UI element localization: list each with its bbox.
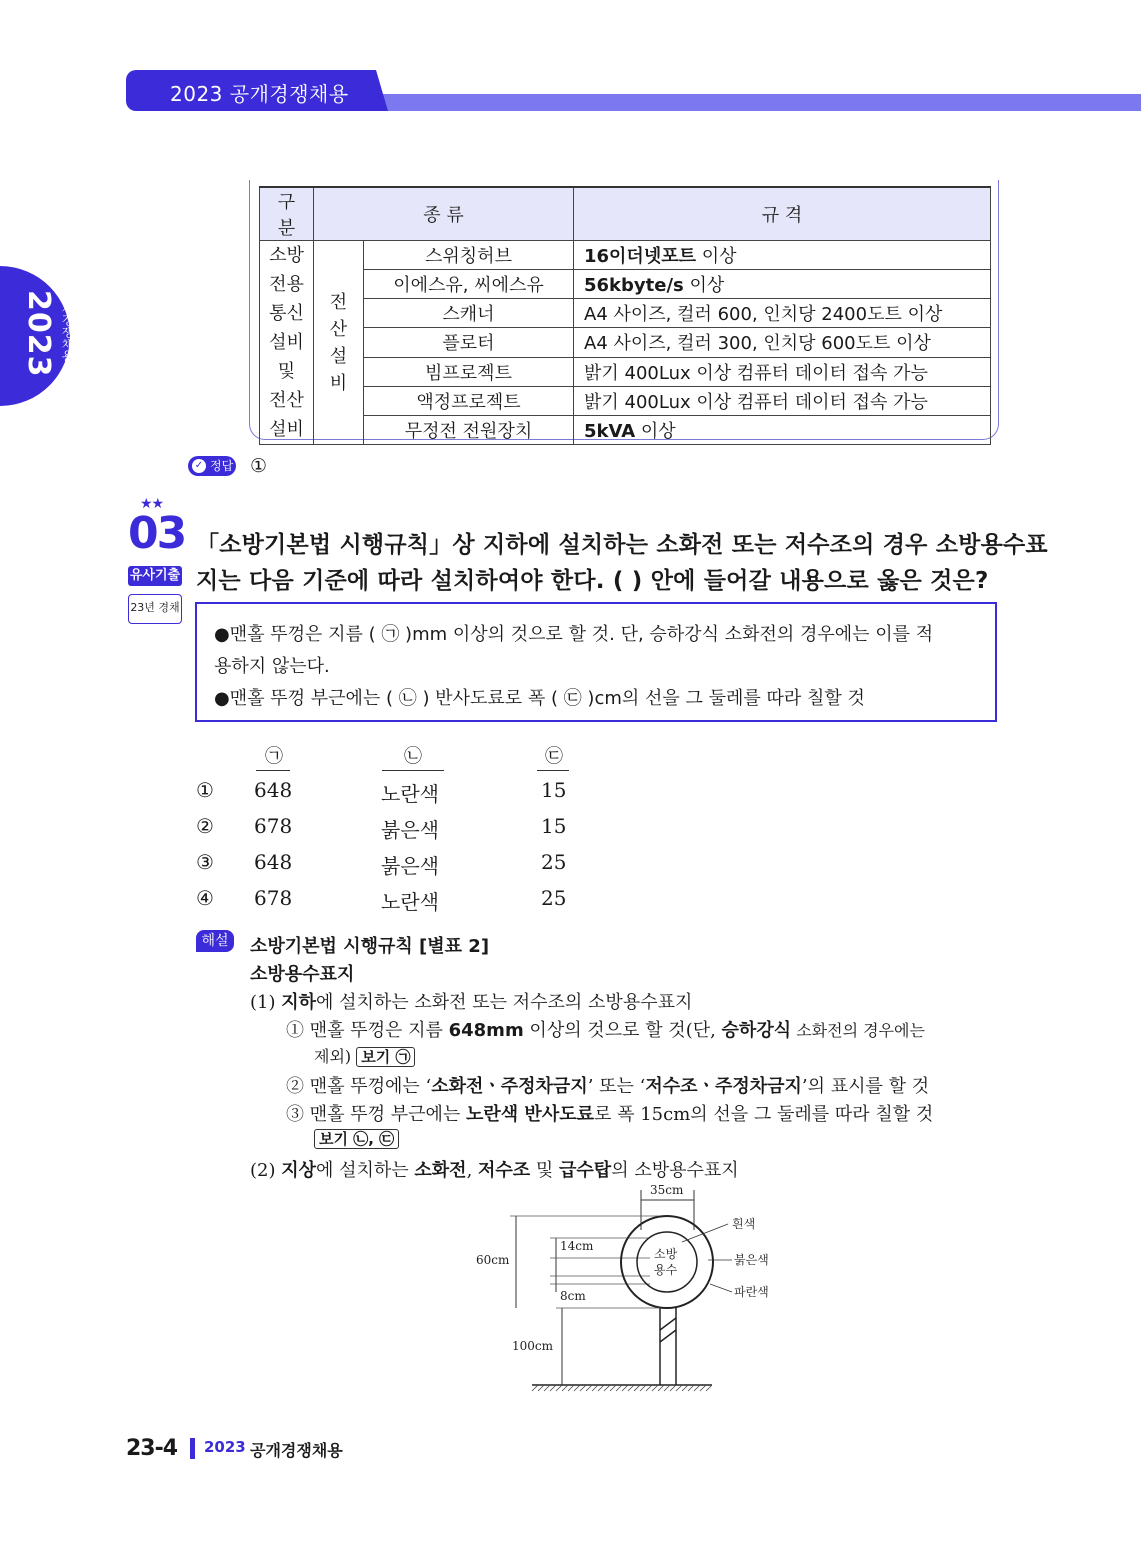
item-text: ① 맨홀 뚜껑은 지름 [286,1020,449,1041]
leader-line [710,1284,732,1292]
explanation-title: 소방기본법 시행규칙 [별표 2] [250,936,490,957]
bold-term: 저수조 [478,1160,531,1181]
question-number: 03 [128,508,186,559]
condition-line-2: 용하지 않는다. [214,656,330,677]
side-subtitle: 공개경쟁채용 [60,290,74,362]
para-text: 및 [530,1160,560,1181]
gubun-line: 설비 [269,332,304,353]
option-1-c: 15 [541,778,567,802]
para-text: 에 설치하는 [316,1160,415,1181]
side-year: 2023 [21,290,56,378]
kind-cell: 빔프로젝트 [364,357,574,386]
question-line-2: 지는 다음 기준에 따라 설치하여야 한다. ( ) 안에 들어갈 내용으로 옳은 것은? [196,568,989,594]
item-text: ③ 맨홀 뚜껑 부근에는 [286,1104,466,1125]
header-gubun: 구 분 [260,187,314,241]
spec-cell [574,328,991,357]
gubun-line: 통신 [269,303,304,324]
spec-bold: 56kbyte/s [584,275,684,297]
spec-bold: 5kVA [584,420,636,442]
explanation-para-1 [250,988,692,1014]
label-red: 붉은색 [734,1253,769,1267]
elec-cell [314,241,364,445]
condition-line-3: ●맨홀 뚜껑 부근에는 ( ㉡ ) 반사도료로 폭 ( ㉢ )cm의 선을 그 둘레를 따라 칠할 것 [214,688,865,709]
table-row [260,415,991,444]
option-2-number[interactable]: ② [196,814,214,838]
elec-line: 산 [329,318,348,340]
table-header-row [260,187,991,241]
answer-value: ① [250,455,268,477]
item-text: 소화전의 경우에는 [791,1021,925,1040]
gubun-line: 소방 [269,245,304,266]
elec-line: 비 [329,372,348,394]
para-number: (2) [250,1160,282,1181]
bogi-ref: 보기 ㉠ [356,1047,415,1067]
kind-cell: 무정전 전원장치 [364,415,574,444]
para-text: 에 설치하는 소화전 또는 저수조의 소방용수표지 [316,992,693,1013]
option-4-a: 678 [254,886,293,910]
spec-cell [574,386,991,415]
option-header-b: ㉡ [404,746,422,767]
spec-cell [574,415,991,444]
bold-term: 소화전 [414,1160,467,1181]
kind-cell: 이에스유, 씨에스유 [364,270,574,299]
option-1-b: 노란색 [381,782,439,806]
option-rule [256,770,290,771]
table-row [260,386,991,415]
spec-cell [574,299,991,328]
condition-line-1: ●맨홀 뚜껑은 지름 ( ㉠ )mm 이상의 것으로 할 것. 단, 승하강식 소화전의 경우에는 이를 적 [214,624,934,645]
sign-diagram [470,1180,800,1395]
past-exam-tag: 유사기출 [128,566,182,586]
table-row [260,241,991,270]
item-text: ② 맨홀 뚜껑에는 ‘ [286,1076,432,1097]
explanation-item-2 [286,1072,929,1098]
post-break [660,1330,676,1342]
explanation-para-2 [250,1156,739,1182]
explanation-item-3-cont [314,1128,399,1149]
label-60cm: 60cm [476,1253,510,1267]
option-4-b: 노란색 [381,890,439,914]
label-35cm: 35cm [650,1183,684,1197]
spec-text: A4 사이즈, 컬러 300, 인치당 600도트 이상 [584,333,931,355]
spec-table [259,186,991,445]
item-text: 로 폭 15cm의 선을 그 둘레를 따라 칠할 것 [593,1104,934,1125]
footer-title: 공개경쟁채용 [250,1441,343,1460]
center-text-1: 소방 [654,1247,678,1261]
option-3-number[interactable]: ③ [196,850,214,874]
bold-term: 노란색 반사도료 [466,1104,594,1125]
option-3-c: 25 [541,850,567,874]
spec-text: 이상 [635,420,676,442]
label-14cm: 14cm [560,1239,594,1253]
spec-text: 밝기 400Lux 이상 컴퓨터 데이터 접속 가능 [584,362,928,384]
gubun-line: 및 [277,361,296,382]
bold-term: 지상 [281,1160,316,1181]
spec-cell [574,357,991,386]
gubun-line: 설비 [269,419,304,440]
option-2-b: 붉은색 [381,818,439,842]
para-number: (1) [250,992,282,1013]
item-text: 이상의 것으로 할 것(단, [523,1020,722,1041]
explanation-subtitle: 소방용수표지 [250,964,355,985]
option-header-a: ㉠ [265,746,283,767]
bold-term: 승하강식 [721,1020,792,1041]
spec-bold: 16이더넷포트 [584,246,696,268]
explanation-item-1-cont [314,1044,415,1067]
kind-cell: 스캐너 [364,299,574,328]
leader-line [682,1224,728,1242]
elec-line: 전 [329,291,348,313]
para-text: 의 소방용수표지 [611,1160,739,1181]
ground-hatch [532,1385,712,1391]
header-title: 2023 공개경쟁채용 [170,82,349,106]
item-text: 제외) [314,1047,357,1066]
bogi-ref: 보기 ㉡, ㉢ [314,1129,399,1149]
kind-cell: 플로터 [364,328,574,357]
answer-badge [188,456,236,476]
bold-term: 소화전ㆍ주정차금지 [431,1076,588,1097]
spec-text: 이상 [683,275,725,297]
spec-cell [574,270,991,299]
table-row [260,357,991,386]
header-kind: 종 류 [314,187,574,241]
table-row [260,270,991,299]
table-row [260,328,991,357]
spec-text: A4 사이즈, 컬러 600, 인치당 2400도트 이상 [584,304,943,326]
option-rule [537,770,569,771]
table-row [260,299,991,328]
post-break [660,1318,676,1330]
check-icon: ✓ [192,459,206,473]
label-white: 흰색 [732,1217,756,1231]
bold-term: 저수조ㆍ주정차금지 [645,1076,802,1097]
page-header [0,70,1141,112]
option-2-c: 15 [541,814,567,838]
option-4-c: 25 [541,886,567,910]
option-header-c: ㉢ [545,746,563,767]
footer-divider [190,1438,195,1459]
option-1-a: 648 [254,778,293,802]
bold-term: 지하 [281,992,316,1013]
kind-cell: 액정프로젝트 [364,386,574,415]
header-spec: 규 격 [574,187,991,241]
footer-year: 2023 [204,1438,246,1456]
header-strip [380,94,1141,111]
option-3-a: 648 [254,850,293,874]
option-4-number[interactable]: ④ [196,886,214,910]
explanation-badge: 해설 [196,930,234,952]
inner-ring [637,1232,697,1292]
exam-year-tag: 23년 경채 [128,594,182,624]
gubun-cell [260,241,314,445]
difficulty-stars: ★★ [140,496,164,512]
outer-ring [621,1216,713,1308]
page-number: 23-4 [126,1436,178,1461]
bold-term: 648mm [448,1020,524,1041]
bold-term: 급수탑 [559,1160,612,1181]
label-blue: 파란색 [734,1285,769,1299]
option-3-b: 붉은색 [381,854,439,878]
kind-cell: 스위칭허브 [364,241,574,270]
question-line-1: 「소방기본법 시행규칙」상 지하에 설치하는 소화전 또는 저수조의 경우 소방용수표 [196,532,1048,558]
item-text: ’ 또는 ‘ [587,1076,646,1097]
answer-label: 정답 [210,459,234,473]
explanation-item-1 [286,1016,925,1042]
gubun-line: 전용 [269,274,304,295]
option-1-number[interactable]: ① [196,778,214,802]
spec-text: 이상 [696,246,737,268]
option-rule [382,770,444,771]
label-8cm: 8cm [560,1289,586,1303]
spec-cell [574,241,991,270]
item-text: ’의 표시를 할 것 [801,1076,930,1097]
option-2-a: 678 [254,814,293,838]
gubun-line: 전산 [269,390,304,411]
spec-text: 밝기 400Lux 이상 컴퓨터 데이터 접속 가능 [584,391,928,413]
label-100cm: 100cm [512,1339,554,1353]
para-text: , [466,1160,479,1181]
elec-line: 설 [329,345,348,367]
explanation-item-3 [286,1100,933,1126]
center-text-2: 용수 [654,1263,678,1277]
